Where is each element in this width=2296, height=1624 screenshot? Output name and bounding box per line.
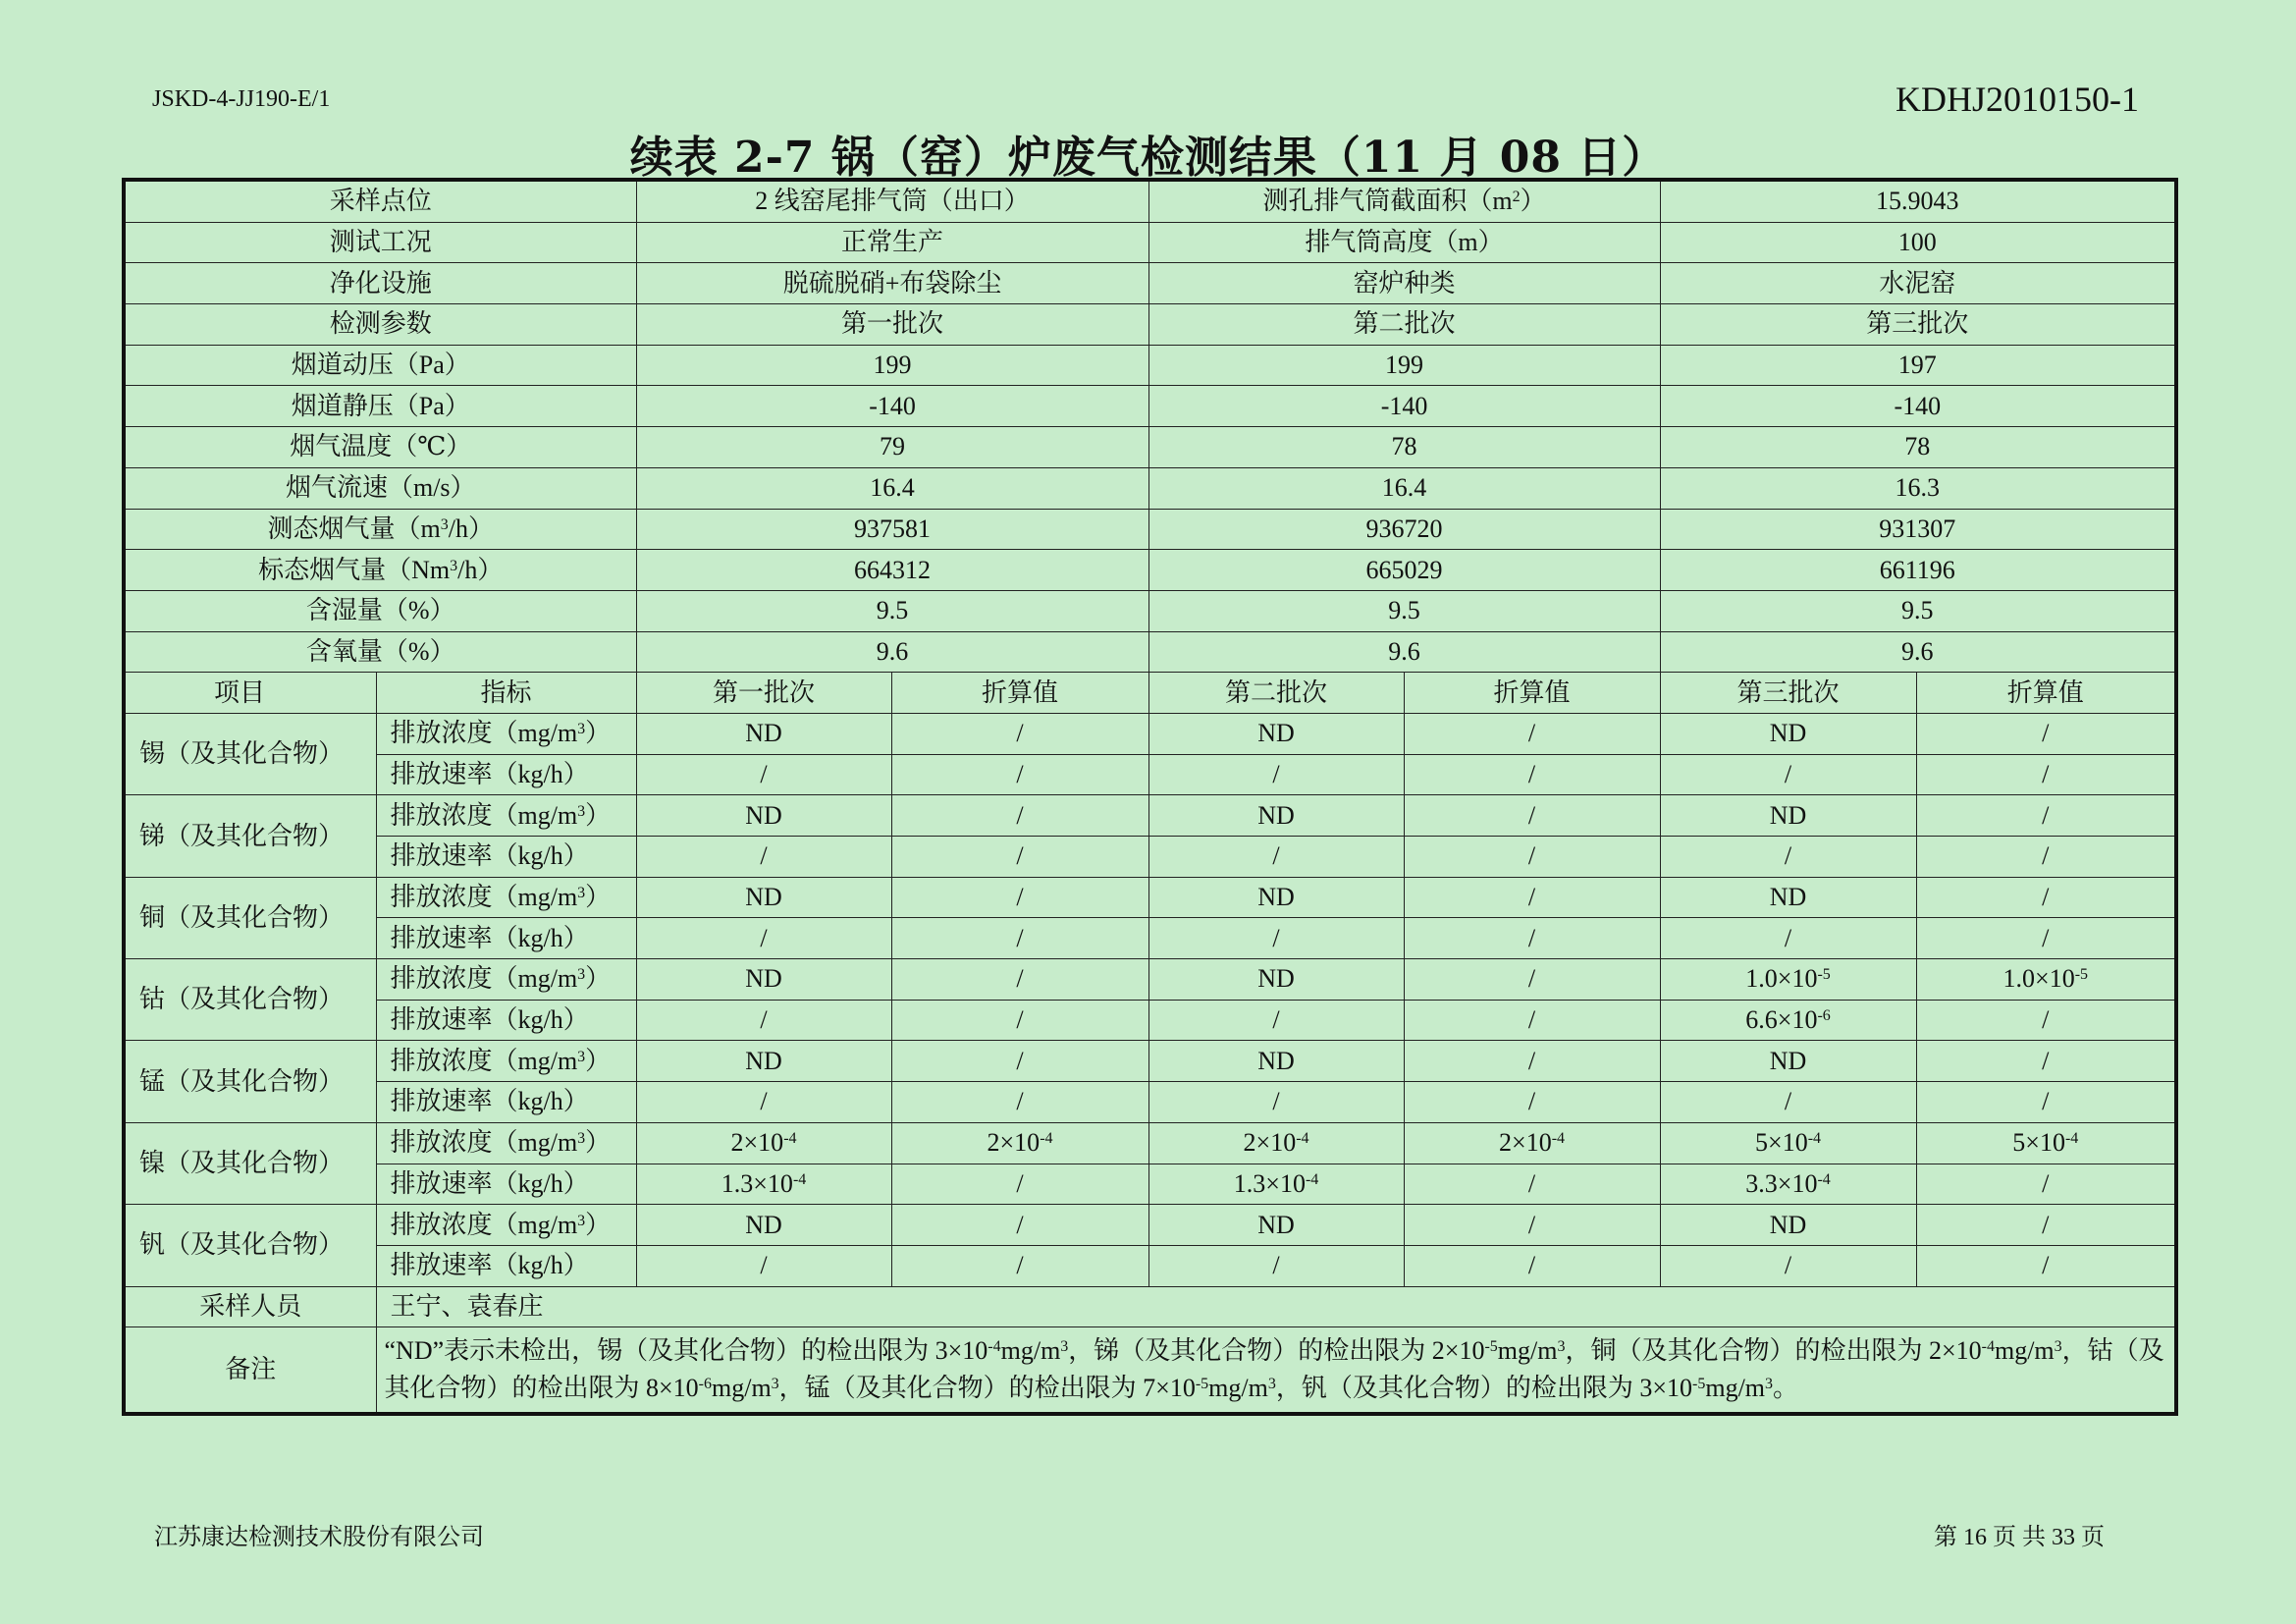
result-value: $1.0\times 10^{-5}$: [1916, 959, 2176, 1001]
indicator-label: 排放浓度$(mg/m^3)$: [376, 795, 636, 837]
param-value: 664312: [636, 550, 1148, 591]
column-header: 指标: [376, 673, 636, 714]
result-value: /: [891, 1041, 1148, 1082]
column-header: 项目: [124, 673, 376, 714]
param-value: -140: [1148, 386, 1660, 427]
pollutant-name: 镍（及其化合物）: [124, 1122, 376, 1204]
remarks-row: [124, 1327, 2176, 1415]
result-value: /: [891, 877, 1148, 918]
indicator-label: 排放浓度$(mg/m^3)$: [376, 713, 636, 754]
result-value: /: [1916, 1082, 2176, 1123]
result-value: /: [891, 837, 1148, 878]
param-label: 烟道动压（Pa）: [124, 345, 636, 386]
param-value: -140: [636, 386, 1148, 427]
value-cell: 2 线窑尾排气筒（出口）: [636, 180, 1148, 222]
result-value: /: [1148, 1245, 1404, 1286]
result-value: /: [1404, 713, 1660, 754]
document-code: JSKD-4-JJ190-E/1: [152, 86, 331, 112]
result-row-concentration: [124, 877, 2176, 918]
result-value: /: [891, 795, 1148, 837]
result-value: $2\times 10^{-4}$: [1404, 1122, 1660, 1164]
label-cell: 排气筒高度（m）: [1148, 222, 1660, 263]
params-header-row: [124, 304, 2176, 346]
result-row-concentration: [124, 713, 2176, 754]
result-value: /: [1916, 1245, 2176, 1286]
result-value: $1.3\times 10^{-4}$: [1148, 1164, 1404, 1205]
param-row: [124, 345, 2176, 386]
param-value: 9.5: [636, 590, 1148, 631]
param-value: 936720: [1148, 509, 1660, 550]
result-value: $1.3\times 10^{-4}$: [636, 1164, 891, 1205]
value-cell: 100: [1660, 222, 2176, 263]
result-value: /: [1404, 1245, 1660, 1286]
indicator-label: 排放浓度$(mg/m^3)$: [376, 1205, 636, 1246]
result-value: /: [1404, 795, 1660, 837]
result-value: /: [891, 1245, 1148, 1286]
pollutant-name: 锡（及其化合物）: [124, 713, 376, 794]
result-value: /: [1404, 1041, 1660, 1082]
result-value: ND: [636, 1041, 891, 1082]
result-value: $3.3\times 10^{-4}$: [1660, 1164, 1916, 1205]
result-value: /: [891, 918, 1148, 959]
result-value: /: [1916, 1205, 2176, 1246]
report-number: KDHJ2010150-1: [1896, 80, 2139, 119]
result-value: /: [1660, 754, 1916, 795]
result-row-concentration: [124, 1122, 2176, 1164]
indicator-label: 排放速率（kg/h）: [376, 837, 636, 878]
result-value: ND: [1148, 1041, 1404, 1082]
pollutant-name: 锰（及其化合物）: [124, 1041, 376, 1122]
result-value: /: [1404, 1082, 1660, 1123]
param-value: 79: [636, 427, 1148, 468]
result-value: /: [1916, 795, 2176, 837]
column-header: 第一批次: [636, 673, 891, 714]
results-table: [122, 178, 2178, 1416]
value-cell: 15.9043: [1660, 180, 2176, 222]
result-row-rate: [124, 1082, 2176, 1123]
label-cell: 测试工况: [124, 222, 636, 263]
param-value: 16.4: [1148, 467, 1660, 509]
label-cell: 窑炉种类: [1148, 263, 1660, 304]
param-value: 197: [1660, 345, 2176, 386]
result-value: /: [1660, 1082, 1916, 1123]
result-value: /: [1404, 959, 1660, 1001]
result-value: /: [1148, 1000, 1404, 1041]
indicator-label: 排放浓度$(mg/m^3)$: [376, 1041, 636, 1082]
pollutant-name: 锑（及其化合物）: [124, 795, 376, 877]
param-label: 标态烟气量（Nm$^3$/h）: [124, 550, 636, 591]
result-value: ND: [1148, 877, 1404, 918]
result-value: /: [891, 1164, 1148, 1205]
result-value: ND: [1148, 959, 1404, 1001]
pollutant-name: 铜（及其化合物）: [124, 877, 376, 958]
result-value: $2\times 10^{-4}$: [891, 1122, 1148, 1164]
column-header: 折算值: [891, 673, 1148, 714]
indicator-label: 排放速率（kg/h）: [376, 1082, 636, 1123]
result-row-concentration: [124, 1205, 2176, 1246]
page-title: 续表 2-7 锅（窑）炉废气检测结果（11 月 08 日）: [629, 133, 1667, 183]
result-value: /: [1916, 1164, 2176, 1205]
result-value: /: [1660, 837, 1916, 878]
label-cell: 检测参数: [124, 304, 636, 346]
result-value: /: [891, 754, 1148, 795]
param-value: 9.5: [1660, 590, 2176, 631]
param-value: 78: [1148, 427, 1660, 468]
param-label: 烟气流速（m/s）: [124, 467, 636, 509]
param-row: [124, 590, 2176, 631]
param-label: 烟道静压（Pa）: [124, 386, 636, 427]
result-value: $2\times 10^{-4}$: [636, 1122, 891, 1164]
result-value: $5\times 10^{-4}$: [1660, 1122, 1916, 1164]
result-value: ND: [1660, 713, 1916, 754]
result-value: $2\times 10^{-4}$: [1148, 1122, 1404, 1164]
sampler-names: 王宁、袁春庄: [376, 1286, 2176, 1327]
result-value: ND: [636, 877, 891, 918]
pollutant-name: 钴（及其化合物）: [124, 959, 376, 1041]
indicator-label: 排放速率（kg/h）: [376, 1164, 636, 1205]
param-label: 含湿量（%）: [124, 590, 636, 631]
result-row-rate: [124, 918, 2176, 959]
info-row-site: [124, 180, 2176, 222]
param-row: [124, 550, 2176, 591]
column-header: 第二批次: [1148, 673, 1404, 714]
param-value: 9.6: [1660, 631, 2176, 673]
result-value: /: [1404, 1164, 1660, 1205]
result-value: /: [636, 837, 891, 878]
indicator-label: 排放速率（kg/h）: [376, 1000, 636, 1041]
result-value: /: [1404, 918, 1660, 959]
result-value: /: [1148, 918, 1404, 959]
param-value: -140: [1660, 386, 2176, 427]
param-value: 199: [1148, 345, 1660, 386]
indicator-label: 排放速率（kg/h）: [376, 754, 636, 795]
result-value: /: [891, 1205, 1148, 1246]
param-row: [124, 509, 2176, 550]
indicator-label: 排放浓度$(mg/m^3)$: [376, 959, 636, 1001]
result-value: $1.0\times 10^{-5}$: [1660, 959, 1916, 1001]
result-value: /: [1660, 918, 1916, 959]
result-value: /: [636, 1000, 891, 1041]
info-row-facility: [124, 263, 2176, 304]
param-value: 9.6: [1148, 631, 1660, 673]
result-value: ND: [1660, 877, 1916, 918]
result-value: /: [891, 1000, 1148, 1041]
param-value: 16.4: [636, 467, 1148, 509]
result-value: /: [1148, 754, 1404, 795]
batch-header: 第二批次: [1148, 304, 1660, 346]
value-cell: 水泥窑: [1660, 263, 2176, 304]
result-value: /: [1916, 1041, 2176, 1082]
result-value: /: [891, 713, 1148, 754]
param-value: 931307: [1660, 509, 2176, 550]
result-value: /: [1404, 1205, 1660, 1246]
company-name: 江苏康达检测技术股份有限公司: [154, 1523, 484, 1550]
param-value: 9.6: [636, 631, 1148, 673]
param-label: 含氧量（%）: [124, 631, 636, 673]
remarks-label: 备注: [124, 1327, 376, 1415]
label-cell: 净化设施: [124, 263, 636, 304]
sampler-row: [124, 1286, 2176, 1327]
result-value: ND: [1660, 795, 1916, 837]
result-value: /: [1916, 754, 2176, 795]
param-row: [124, 467, 2176, 509]
sampler-label: 采样人员: [124, 1286, 376, 1327]
page-number: 第 16 页 共 33 页: [1934, 1525, 2105, 1550]
result-value: ND: [1660, 1205, 1916, 1246]
param-label: 烟气温度（℃）: [124, 427, 636, 468]
column-header: 折算值: [1404, 673, 1660, 714]
result-value: ND: [636, 795, 891, 837]
result-value: /: [1404, 1000, 1660, 1041]
indicator-label: 排放速率（kg/h）: [376, 1245, 636, 1286]
result-value: /: [1916, 837, 2176, 878]
result-value: /: [891, 1082, 1148, 1123]
result-row-concentration: [124, 1041, 2176, 1082]
result-row-rate: [124, 754, 2176, 795]
result-value: ND: [1148, 713, 1404, 754]
result-value: /: [1148, 837, 1404, 878]
result-value: ND: [1148, 795, 1404, 837]
param-value: 78: [1660, 427, 2176, 468]
result-value: /: [1148, 1082, 1404, 1123]
result-value: $6.6\times 10^{-6}$: [1660, 1000, 1916, 1041]
result-value: ND: [636, 713, 891, 754]
result-value: ND: [636, 959, 891, 1001]
result-value: /: [891, 959, 1148, 1001]
result-value: /: [1404, 837, 1660, 878]
label-cell: 测孔排气筒截面积$(m^2)$: [1148, 180, 1660, 222]
result-value: /: [1916, 713, 2176, 754]
result-value: /: [1916, 918, 2176, 959]
indicator-label: 排放速率（kg/h）: [376, 918, 636, 959]
param-value: 661196: [1660, 550, 2176, 591]
indicator-label: 排放浓度$(mg/m^3)$: [376, 1122, 636, 1164]
param-row: [124, 631, 2176, 673]
param-row: [124, 386, 2176, 427]
param-value: 665029: [1148, 550, 1660, 591]
result-value: /: [1404, 877, 1660, 918]
info-row-condition: [124, 222, 2176, 263]
param-value: 9.5: [1148, 590, 1660, 631]
result-row-rate: [124, 1164, 2176, 1205]
result-value: ND: [636, 1205, 891, 1246]
result-value: $5\times 10^{-4}$: [1916, 1122, 2176, 1164]
column-header: 折算值: [1916, 673, 2176, 714]
batch-header: 第一批次: [636, 304, 1148, 346]
column-header: 第三批次: [1660, 673, 1916, 714]
batch-header: 第三批次: [1660, 304, 2176, 346]
param-value: 199: [636, 345, 1148, 386]
result-row-rate: [124, 1000, 2176, 1041]
value-cell: 正常生产: [636, 222, 1148, 263]
indicator-label: 排放浓度$(mg/m^3)$: [376, 877, 636, 918]
label-cell: 采样点位: [124, 180, 636, 222]
result-row-concentration: [124, 795, 2176, 837]
result-row-rate: [124, 1245, 2176, 1286]
result-value: /: [1916, 1000, 2176, 1041]
pollutant-name: 钒（及其化合物）: [124, 1205, 376, 1286]
result-value: ND: [1148, 1205, 1404, 1246]
result-value: ND: [1660, 1041, 1916, 1082]
result-value: /: [636, 918, 891, 959]
result-value: /: [1916, 877, 2176, 918]
result-value: /: [1660, 1245, 1916, 1286]
param-row: [124, 427, 2176, 468]
results-header-row: [124, 673, 2176, 714]
param-value: 16.3: [1660, 467, 2176, 509]
result-value: /: [636, 754, 891, 795]
result-row-concentration: [124, 959, 2176, 1001]
result-value: /: [1404, 754, 1660, 795]
value-cell: 脱硫脱硝+布袋除尘: [636, 263, 1148, 304]
param-value: 937581: [636, 509, 1148, 550]
result-row-rate: [124, 837, 2176, 878]
param-label: 测态烟气量$(m^3/h)$: [124, 509, 636, 550]
remarks-text: “ND”表示未检出，锡（及其化合物）的检出限为 $3\times 10^{-4}mg/m^3$，锑（及其化合物）的检出限为 $2\times 10^{-5}mg/m^3$，铜（及其化合物）的检出限为 $2\times 10^{-4}mg/m^3$，钴（及其化合物）的检出限为 $8\times 10^{-6}mg/m^3$，锰（及其化合物）的检出限为 $7\times 10^{-5}mg/m^3$，钒（及其化合物）的检出限为 $3\times 10^{-5}mg/m^3$。: [376, 1327, 2176, 1415]
result-value: /: [636, 1245, 891, 1286]
result-value: /: [636, 1082, 891, 1123]
